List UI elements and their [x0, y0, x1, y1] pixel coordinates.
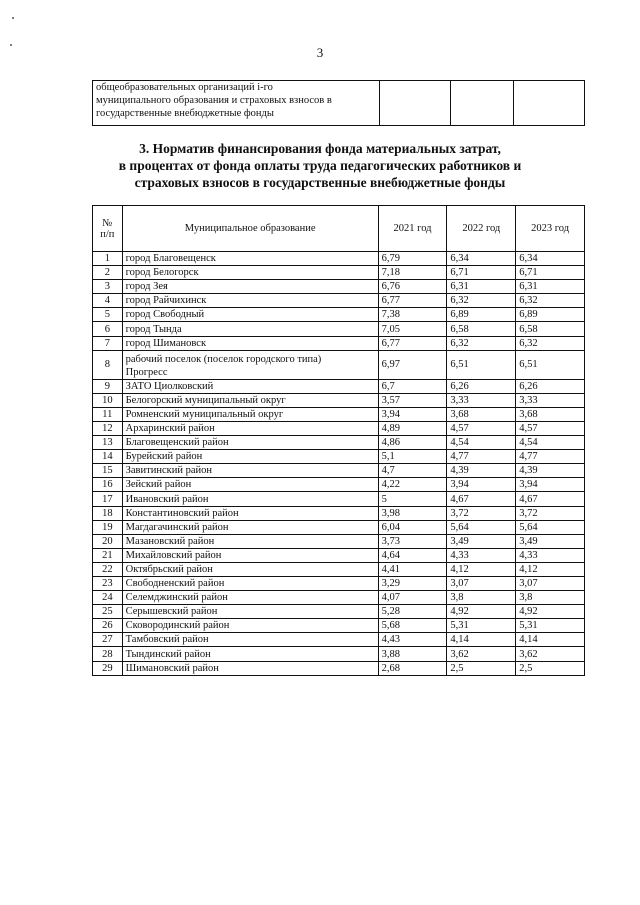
table-row	[93, 379, 585, 393]
municipality-name: город Райчихинск	[122, 294, 378, 308]
municipality-name: Шимановский район	[122, 661, 378, 675]
value-2023: 4,57	[516, 421, 585, 435]
value-2021: 4,86	[378, 436, 447, 450]
row-number: 29	[93, 661, 123, 675]
value-2023: 6,58	[516, 322, 585, 336]
value-2023: 3,94	[516, 478, 585, 492]
municipality-name: Мазановский район	[122, 534, 378, 548]
value-2023: 4,39	[516, 464, 585, 478]
value-2023: 6,51	[516, 350, 585, 379]
table-row	[93, 421, 585, 435]
value-2021: 6,77	[378, 294, 447, 308]
value-2022: 3,72	[447, 506, 516, 520]
value-2023: 3,33	[516, 393, 585, 407]
section-title-line: страховых взносов в государственные внебюджетные фонды	[134, 175, 506, 190]
value-2022: 3,07	[447, 576, 516, 590]
row-number: 18	[93, 506, 123, 520]
value-2021: 2,68	[378, 661, 447, 675]
value-2023: 4,33	[516, 548, 585, 562]
value-2022: 2,5	[447, 661, 516, 675]
row-number: 5	[93, 308, 123, 322]
continuation-text-line: муниципального образования и страховых взносов в	[96, 95, 332, 106]
value-2022: 3,62	[447, 647, 516, 661]
table-row	[93, 633, 585, 647]
value-2022: 5,64	[447, 520, 516, 534]
continuation-text-line: общеобразовательных организаций i-го	[96, 82, 273, 93]
value-2021: 4,07	[378, 591, 447, 605]
value-2023: 4,12	[516, 562, 585, 576]
municipality-name: Свободненский район	[122, 576, 378, 590]
municipality-name: ЗАТО Циолковский	[122, 379, 378, 393]
value-2022: 6,32	[447, 294, 516, 308]
table-body	[93, 252, 585, 676]
municipality-name: Белогорский муниципальный округ	[122, 393, 378, 407]
row-number: 10	[93, 393, 123, 407]
value-2023: 4,92	[516, 605, 585, 619]
section-title-line: 3. Норматив финансирования фонда материальных затрат,	[139, 141, 501, 156]
value-2022: 6,58	[447, 322, 516, 336]
municipality-name: Ромненский муниципальный округ	[122, 407, 378, 421]
table-row	[93, 534, 585, 548]
value-2022: 4,14	[447, 633, 516, 647]
norms-table	[92, 205, 585, 676]
row-number: 23	[93, 576, 123, 590]
section-title	[60, 140, 580, 191]
value-2023: 4,67	[516, 492, 585, 506]
table-row	[93, 478, 585, 492]
table-header-row	[93, 206, 585, 252]
row-number: 9	[93, 379, 123, 393]
row-number: 28	[93, 647, 123, 661]
value-2023: 6,34	[516, 252, 585, 266]
municipality-name: Архаринский район	[122, 421, 378, 435]
value-2023: 4,14	[516, 633, 585, 647]
value-2023: 6,32	[516, 294, 585, 308]
row-number: 19	[93, 520, 123, 534]
value-2022: 5,31	[447, 619, 516, 633]
table-row	[93, 492, 585, 506]
municipality-name: Серышевский район	[122, 605, 378, 619]
value-2023: 3,68	[516, 407, 585, 421]
continuation-text-line: государственные внебюджетные фонды	[96, 108, 274, 119]
row-number: 13	[93, 436, 123, 450]
value-2023: 3,72	[516, 506, 585, 520]
value-2021: 5	[378, 492, 447, 506]
municipality-name-line: Прогресс	[125, 366, 168, 378]
header-number	[93, 206, 123, 252]
municipality-name: Октябрьский район	[122, 562, 378, 576]
table-row	[93, 548, 585, 562]
table-row	[93, 591, 585, 605]
value-2023: 3,8	[516, 591, 585, 605]
value-2023: 6,32	[516, 336, 585, 350]
scan-speck	[12, 17, 14, 19]
table-row	[93, 506, 585, 520]
row-number: 12	[93, 421, 123, 435]
value-2022: 6,31	[447, 280, 516, 294]
table-row	[93, 464, 585, 478]
value-2021: 3,94	[378, 407, 447, 421]
value-2022: 6,32	[447, 336, 516, 350]
value-2021: 5,1	[378, 450, 447, 464]
value-2021: 4,22	[378, 478, 447, 492]
municipality-name: Константиновский район	[122, 506, 378, 520]
row-number: 1	[93, 252, 123, 266]
value-2022: 4,92	[447, 605, 516, 619]
table-row	[93, 661, 585, 675]
row-number: 8	[93, 350, 123, 379]
value-2021: 4,43	[378, 633, 447, 647]
header-2023: 2023 год	[516, 206, 585, 252]
row-number: 26	[93, 619, 123, 633]
value-2022: 3,94	[447, 478, 516, 492]
table-row	[93, 266, 585, 280]
value-2021: 6,79	[378, 252, 447, 266]
header-number-sign: №	[102, 217, 113, 229]
empty-cell	[514, 81, 585, 126]
value-2022: 6,34	[447, 252, 516, 266]
value-2022: 6,26	[447, 379, 516, 393]
value-2023: 5,31	[516, 619, 585, 633]
municipality-name: Тындинский район	[122, 647, 378, 661]
header-number-abbr: п/п	[100, 228, 115, 240]
value-2021: 6,77	[378, 336, 447, 350]
municipality-name: Селемджинский район	[122, 591, 378, 605]
value-2022: 4,77	[447, 450, 516, 464]
value-2023: 5,64	[516, 520, 585, 534]
value-2022: 3,68	[447, 407, 516, 421]
table-row	[93, 619, 585, 633]
municipality-name: город Зея	[122, 280, 378, 294]
value-2021: 6,97	[378, 350, 447, 379]
value-2022: 6,51	[447, 350, 516, 379]
value-2021: 6,7	[378, 379, 447, 393]
value-2023: 3,07	[516, 576, 585, 590]
table-row	[93, 350, 585, 379]
row-number: 27	[93, 633, 123, 647]
municipality-name: город Шимановск	[122, 336, 378, 350]
value-2021: 7,05	[378, 322, 447, 336]
section-title-line: в процентах от фонда оплаты труда педагогических работников и	[118, 158, 522, 173]
value-2022: 4,57	[447, 421, 516, 435]
row-number: 22	[93, 562, 123, 576]
header-municipality: Муниципальное образование	[122, 206, 378, 252]
value-2022: 4,39	[447, 464, 516, 478]
value-2022: 4,12	[447, 562, 516, 576]
value-2021: 6,04	[378, 520, 447, 534]
row-number: 24	[93, 591, 123, 605]
row-number: 20	[93, 534, 123, 548]
municipality-name: Завитинский район	[122, 464, 378, 478]
table-row	[93, 520, 585, 534]
table-row	[93, 407, 585, 421]
continuation-table	[92, 80, 585, 126]
municipality-name: город Благовещенск	[122, 252, 378, 266]
row-number: 15	[93, 464, 123, 478]
municipality-name	[122, 350, 378, 379]
value-2023: 3,49	[516, 534, 585, 548]
value-2022: 3,33	[447, 393, 516, 407]
value-2022: 3,49	[447, 534, 516, 548]
value-2021: 3,29	[378, 576, 447, 590]
row-number: 7	[93, 336, 123, 350]
row-number: 4	[93, 294, 123, 308]
row-number: 21	[93, 548, 123, 562]
continuation-text-cell	[93, 81, 380, 126]
value-2022: 4,33	[447, 548, 516, 562]
value-2023: 6,89	[516, 308, 585, 322]
row-number: 17	[93, 492, 123, 506]
table-row	[93, 436, 585, 450]
row-number: 25	[93, 605, 123, 619]
value-2021: 4,7	[378, 464, 447, 478]
table-row	[93, 294, 585, 308]
table-row	[93, 252, 585, 266]
table-row	[93, 647, 585, 661]
value-2021: 6,76	[378, 280, 447, 294]
row-number: 11	[93, 407, 123, 421]
municipality-name: Бурейский район	[122, 450, 378, 464]
municipality-name: Магдагачинский район	[122, 520, 378, 534]
row-number: 2	[93, 266, 123, 280]
value-2023: 3,62	[516, 647, 585, 661]
municipality-name: Сковородинский район	[122, 619, 378, 633]
row-number: 16	[93, 478, 123, 492]
municipality-name: Ивановский район	[122, 492, 378, 506]
header-2022: 2022 год	[447, 206, 516, 252]
municipality-name-line: рабочий поселок (поселок городского типа)	[125, 353, 322, 365]
value-2021: 7,18	[378, 266, 447, 280]
value-2022: 3,8	[447, 591, 516, 605]
value-2021: 4,64	[378, 548, 447, 562]
value-2023: 6,31	[516, 280, 585, 294]
value-2023: 4,77	[516, 450, 585, 464]
municipality-name: город Белогорск	[122, 266, 378, 280]
value-2021: 3,98	[378, 506, 447, 520]
value-2021: 3,57	[378, 393, 447, 407]
value-2021: 5,28	[378, 605, 447, 619]
value-2022: 6,89	[447, 308, 516, 322]
municipality-name: Зейский район	[122, 478, 378, 492]
table-row	[93, 336, 585, 350]
table-row	[93, 576, 585, 590]
table-row	[93, 562, 585, 576]
municipality-name: Михайловский район	[122, 548, 378, 562]
value-2023: 2,5	[516, 661, 585, 675]
value-2021: 7,38	[378, 308, 447, 322]
table-row	[93, 280, 585, 294]
value-2021: 3,73	[378, 534, 447, 548]
page-number: 3	[316, 45, 324, 60]
table-row	[93, 308, 585, 322]
table-row	[93, 322, 585, 336]
row-number: 14	[93, 450, 123, 464]
value-2021: 4,89	[378, 421, 447, 435]
value-2021: 5,68	[378, 619, 447, 633]
value-2022: 4,54	[447, 436, 516, 450]
value-2021: 3,88	[378, 647, 447, 661]
value-2022: 4,67	[447, 492, 516, 506]
municipality-name: Тамбовский район	[122, 633, 378, 647]
value-2023: 4,54	[516, 436, 585, 450]
table-row	[93, 393, 585, 407]
municipality-name: Благовещенский район	[122, 436, 378, 450]
empty-cell	[450, 81, 513, 126]
value-2023: 6,26	[516, 379, 585, 393]
value-2022: 6,71	[447, 266, 516, 280]
continuation-row	[93, 81, 585, 126]
value-2023: 6,71	[516, 266, 585, 280]
municipality-name: город Свободный	[122, 308, 378, 322]
table-row	[93, 450, 585, 464]
empty-cell	[380, 81, 451, 126]
value-2021: 4,41	[378, 562, 447, 576]
row-number: 6	[93, 322, 123, 336]
header-2021: 2021 год	[378, 206, 447, 252]
table-row	[93, 605, 585, 619]
municipality-name: город Тында	[122, 322, 378, 336]
row-number: 3	[93, 280, 123, 294]
